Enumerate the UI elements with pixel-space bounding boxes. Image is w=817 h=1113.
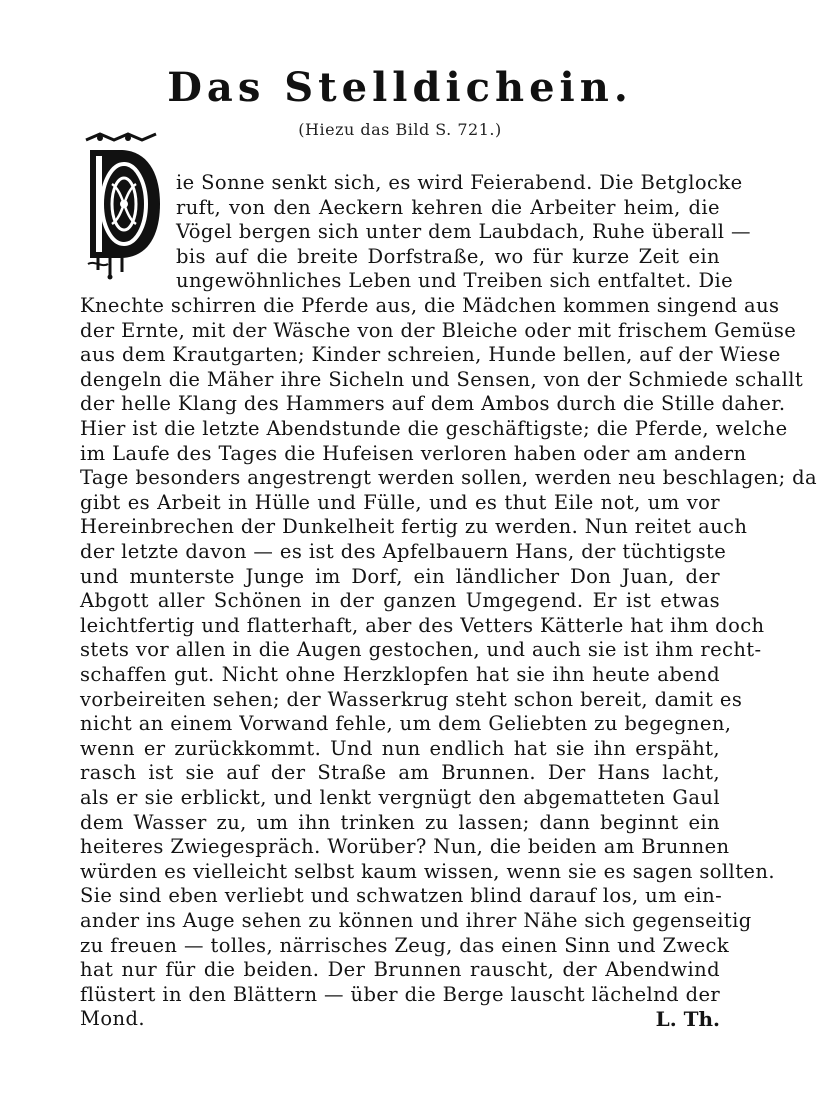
text-line: ungewöhnliches Leben und Treiben sich entfaltet. Die (176, 269, 734, 293)
text-line: und munterste Junge im Dorf, ein ländlicher Don Juan, der (80, 564, 720, 588)
text-line: rasch ist sie auf der Straße am Brunnen. Der Hans lacht, (80, 761, 720, 785)
text-line: Sie sind eben verliebt und schwatzen blind darauf los, um ein- (80, 884, 723, 908)
text-line: schaffen gut. Nicht ohne Herzklopfen hat sie ihn heute abend (80, 663, 720, 686)
text-line: ie Sonne senkt sich, es wird Feierabend. Die Betglocke (176, 171, 743, 194)
text-line: hat nur für die beiden. Der Brunnen rauscht, der Abendwind (80, 958, 720, 982)
text-line: zu freuen — tolles, närrisches Zeug, das einen Sinn und Zweck (80, 933, 730, 957)
article-title: Das Stelldichein. (167, 64, 633, 111)
text-line: Vögel bergen sich unter dem Laubdach, Ruhe überall — (176, 220, 751, 244)
text-line: der letzte davon — es ist des Apfelbauern Hans, der tüchtigste (80, 540, 727, 563)
text-line: Hier ist die letzte Abendstunde die geschäftigste; die Pferde, welche (80, 417, 788, 440)
text-line: dengeln die Mäher ihre Sicheln und Sensen, von der Schmiede schallt (80, 367, 804, 391)
text-line: flüstert in den Blättern — über die Berge lauscht lächelnd der (80, 982, 721, 1006)
text-line: Abgott aller Schönen in der ganzen Umgegend. Er ist etwas (80, 589, 720, 613)
ornamental-initial-icon (80, 132, 162, 280)
text-line: würden es vielleicht selbst kaum wissen, wenn sie es sagen sollten. (80, 859, 775, 883)
text-line: gibt es Arbeit in Hülle und Fülle, und es thut Eile not, um vor (80, 490, 720, 514)
text-line: Tage besonders angestrengt werden sollen, werden neu beschlagen; da (80, 466, 817, 490)
text-line: wenn er zurückkommt. Und nun endlich hat sie ihn erspäht, (80, 736, 720, 760)
text-line: vorbeireiten sehen; der Wasserkrug steht schon bereit, damit es (80, 687, 743, 711)
text-line: als er sie erblickt, und lenkt vergnügt den abgematteten Gaul (80, 786, 720, 809)
text-line: im Laufe des Tages die Hufeisen verloren haben oder am andern (80, 441, 747, 465)
text-line: Hereinbrechen der Dunkelheit fertig zu werden. Nun reitet auch (80, 515, 748, 539)
text-line: Mond. (80, 1007, 145, 1031)
text-line: Knechte schirren die Pferde aus, die Mädchen kommen singend aus (80, 294, 780, 317)
text-line: der Ernte, mit der Wäsche von der Bleiche oder mit frischem Gemüse (80, 318, 797, 342)
text-line: leichtfertig und flatterhaft, aber des Vetters Kätterle hat ihm doch (80, 613, 765, 637)
text-line: heiteres Zwiegespräch. Worüber? Nun, die beiden am Brunnen (80, 835, 730, 859)
text-line: bis auf die breite Dorfstraße, wo für kurze Zeit ein (176, 244, 720, 268)
text-line: ander ins Auge sehen zu können und ihrer Nähe sich gegenseitig (80, 909, 752, 932)
text-line: aus dem Krautgarten; Kinder schreien, Hunde bellen, auf der Wiese (80, 343, 781, 367)
text-line: der helle Klang des Hammers auf dem Ambos durch die Stille daher. (80, 392, 786, 416)
text-line: nicht an einem Vorwand fehle, um dem Geliebten zu begegnen, (80, 712, 732, 736)
author-signature: L. Th. (655, 1007, 720, 1032)
text-line: dem Wasser zu, um ihn trinken zu lassen; dann beginnt ein (80, 810, 720, 834)
text-line: ruft, von den Aeckern kehren die Arbeiter heim, die (176, 195, 720, 219)
article-subtitle: (Hiezu das Bild S. 721.) (298, 120, 502, 139)
text-line: stets vor allen in die Augen gestochen, und auch sie ist ihm recht- (80, 638, 762, 662)
